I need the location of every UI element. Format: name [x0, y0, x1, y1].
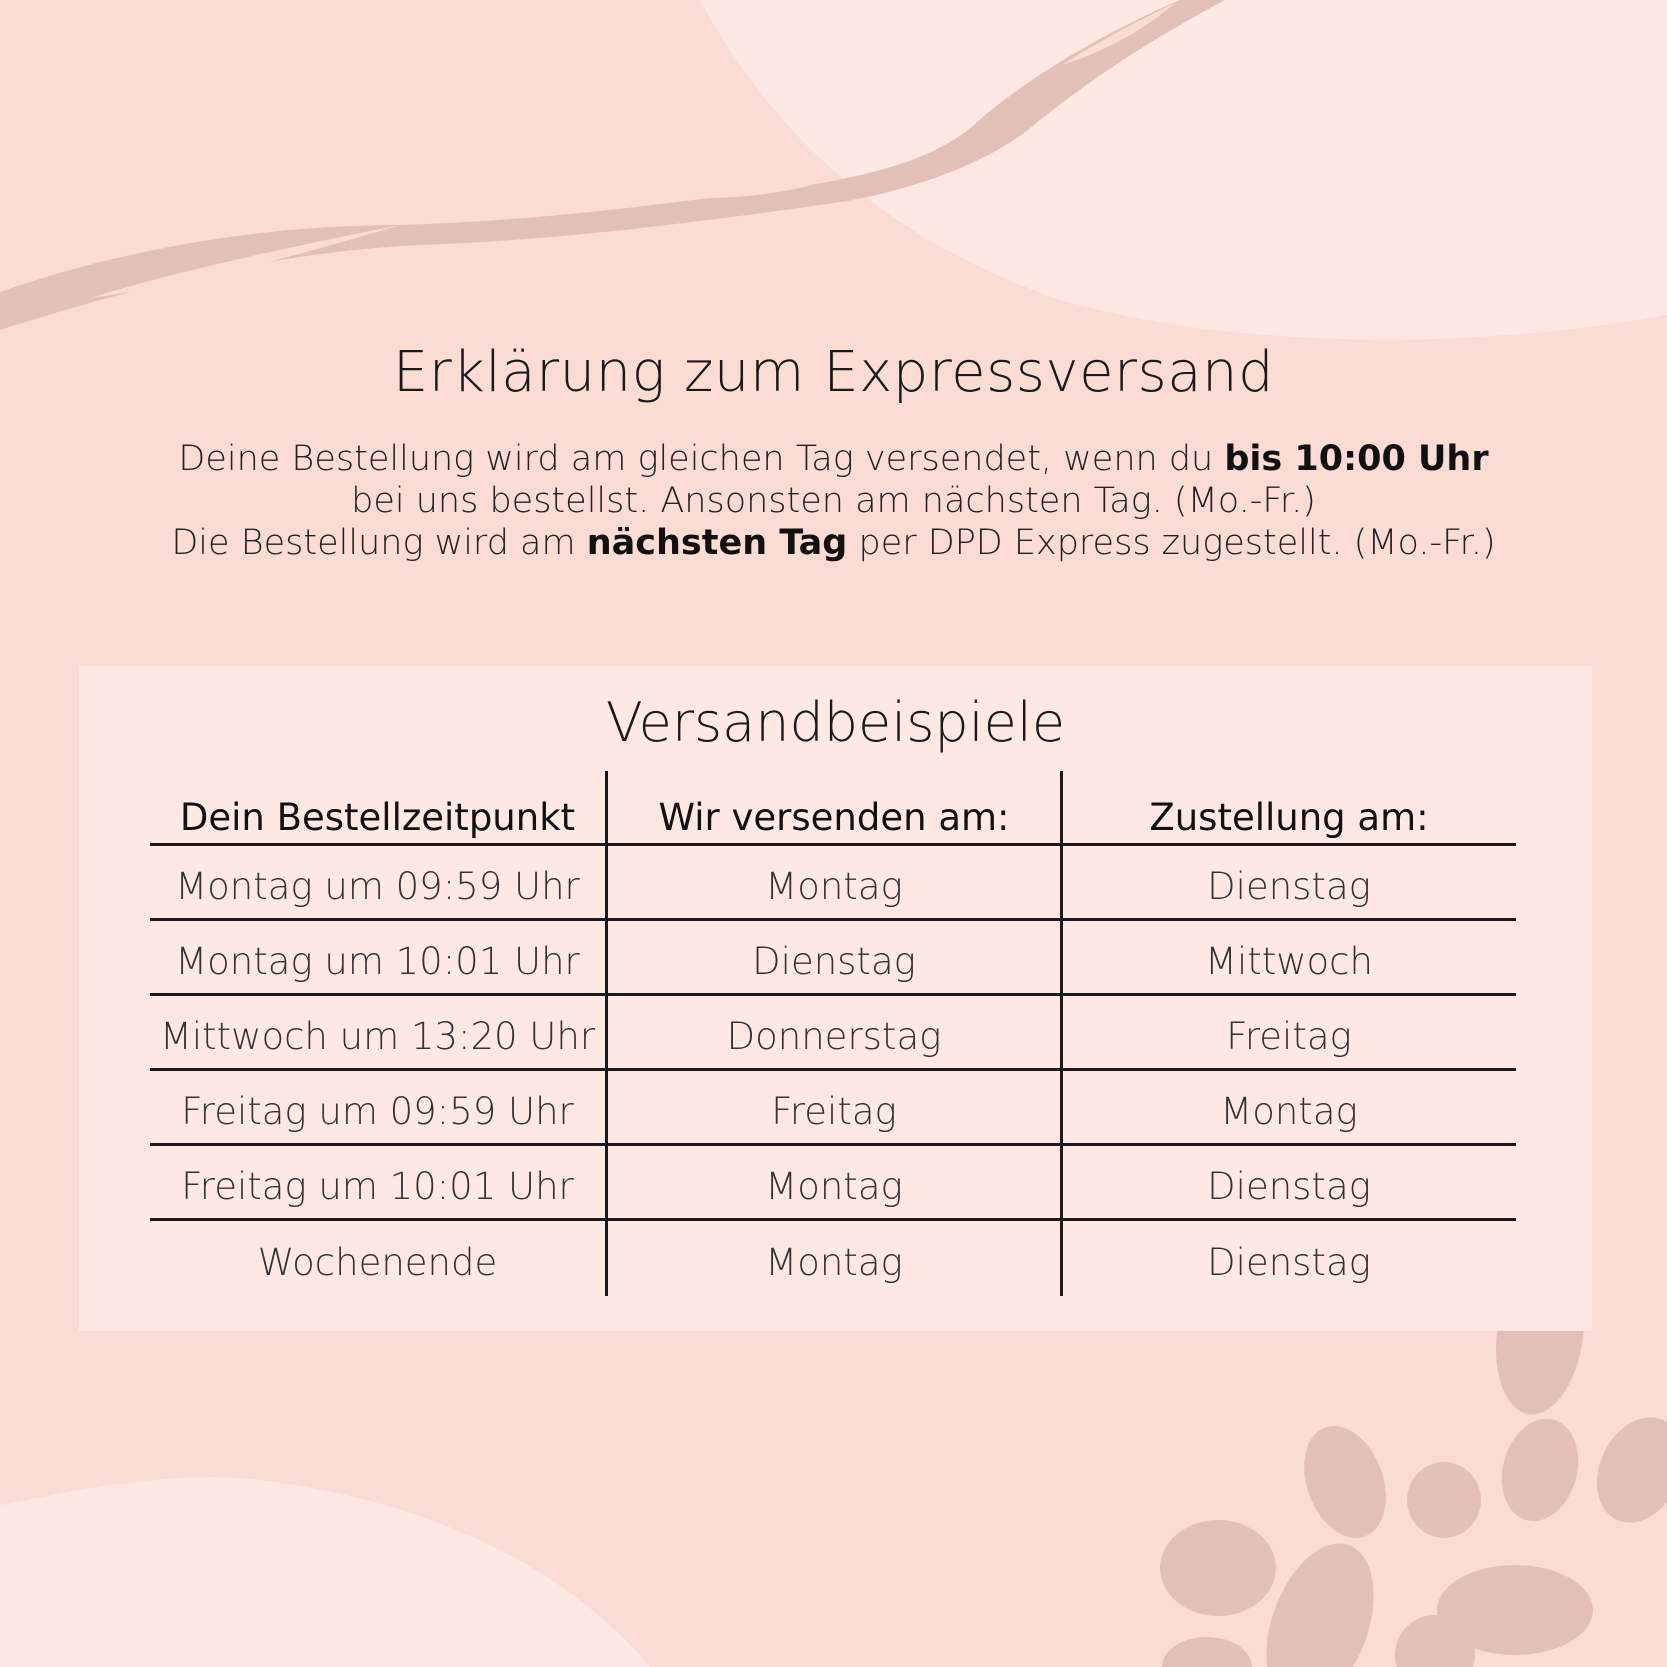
- table-row: [150, 1221, 1516, 1296]
- column-header-delivery-day: Zustellung am:: [1060, 771, 1515, 843]
- table-row: [150, 921, 1516, 996]
- table-row: [150, 846, 1516, 921]
- examples-card: [79, 666, 1592, 1331]
- delivery-day-cell: Dienstag: [1060, 846, 1515, 918]
- delivery-day-cell: Dienstag: [1060, 1146, 1515, 1218]
- ship-day-cell: Montag: [605, 1221, 1060, 1296]
- order-time-cell: Wochenende: [257, 1241, 498, 1284]
- delivery-day-cell: Montag: [1060, 1071, 1515, 1143]
- paw-blob: [1289, 1415, 1400, 1550]
- table-header-row: [150, 771, 1516, 846]
- paw-blob: [1162, 1637, 1252, 1667]
- page-title: Erklärung zum Expressversand: [392, 340, 1275, 405]
- paw-blob: [1491, 1410, 1589, 1530]
- delivery-day-cell: Mittwoch: [1060, 921, 1515, 993]
- column-header-ship-day: Wir versenden am:: [605, 771, 1060, 843]
- bottom-left-blob: [0, 1477, 650, 1667]
- intro-line-1: Deine Bestellung wird am gleichen Tag versendet, wenn du bis 10:00 Uhr: [178, 439, 1489, 479]
- intro-line-3: Die Bestellung wird am nächsten Tag per DPD Express zugestellt. (Mo.-Fr.): [171, 523, 1496, 563]
- ship-day-cell: Montag: [605, 846, 1060, 918]
- intro-text: [0, 438, 1667, 564]
- paw-blob: [1407, 1462, 1481, 1538]
- ship-day-cell: Freitag: [605, 1071, 1060, 1143]
- ship-day-cell: Montag: [605, 1146, 1060, 1218]
- intro-highlight-time: bis 10:00 Uhr: [1224, 439, 1489, 479]
- intro-line-2: bei uns bestellst. Ansonsten am nächsten Tag. (Mo.-Fr.): [351, 481, 1316, 521]
- order-time-cell: Freitag um 09:59 Uhr: [181, 1089, 574, 1133]
- order-time-cell: Montag um 09:59 Uhr: [175, 864, 580, 908]
- top-right-blob: [700, 0, 1667, 340]
- paw-blob: [1581, 1403, 1667, 1537]
- order-time-cell: Montag um 10:01 Uhr: [175, 939, 580, 983]
- order-time-cell: Freitag um 10:01 Uhr: [181, 1164, 574, 1208]
- delivery-day-cell: Freitag: [1060, 996, 1515, 1068]
- paw-blob: [1160, 1520, 1276, 1616]
- shipping-examples-table: [150, 771, 1516, 1296]
- table-row: [150, 1071, 1516, 1146]
- examples-title: Versandbeispiele: [605, 691, 1066, 754]
- table-row: [150, 996, 1516, 1071]
- intro-highlight-day: nächsten Tag: [586, 523, 848, 563]
- delivery-day-cell: Dienstag: [1060, 1221, 1515, 1296]
- ship-day-cell: Donnerstag: [605, 996, 1060, 1068]
- order-time-cell: Mittwoch um 13:20 Uhr: [159, 1014, 596, 1058]
- column-header-order-time: Dein Bestellzeitpunkt: [179, 795, 576, 839]
- table-row: [150, 1146, 1516, 1221]
- ship-day-cell: Dienstag: [605, 921, 1060, 993]
